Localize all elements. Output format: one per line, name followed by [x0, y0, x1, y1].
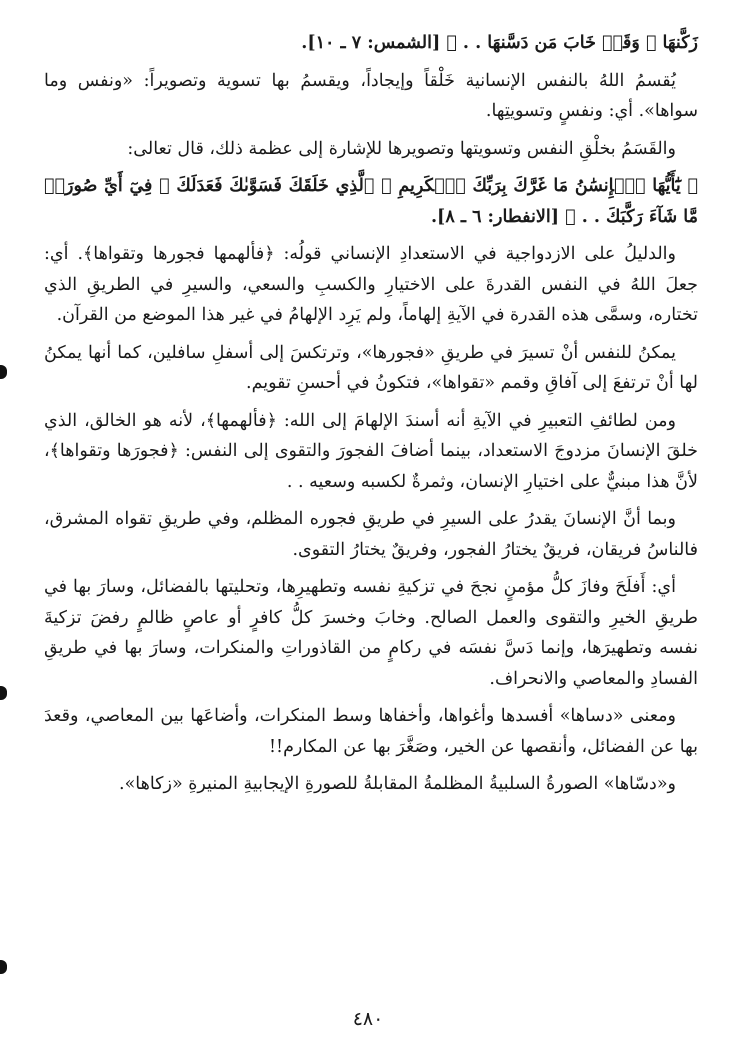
verse-continuation: زَكَّنهَا ﴾ وَقَدۡ خَابَ مَن دَسَّنهَا . . ﴾ [الشمس: ٧ ـ ١٠].	[301, 33, 698, 53]
paragraph: ومعنى «دساها» أفسدها وأغواها، وأخفاها وسط المنكرات، وأضاعَها بين المعاصي، وقعدَ بها عن الفضائل، وأنقصها عن الخير، وصَغَّرَ بها عن المكارم!!	[44, 706, 698, 757]
scan-edge-mark	[0, 960, 7, 974]
page-number: ٤٨٠	[352, 1008, 384, 1030]
scan-edge-mark	[0, 365, 7, 379]
paragraph: يمكنُ للنفس أنْ تسيرَ في طريقِ «فجورها»، وترتكسَ إلى أسفلِ سافلين، كما أنها يمكنُ لها أنْ ترتفعَ إلى آفاقِ وقمم «تقواها»، فتكونُ في أحسنِ تقويم.	[44, 342, 698, 393]
paragraph: والدليلُ على الازدواجية في الاستعدادِ الإنساني قولُه: ﴿فألهمها فجورها وتقواها﴾. أي: جعلَ اللهُ في النفس القدرةَ على الاختيارِ والكسبِ والسعي، والسيرِ في الطريقِ الذي تختاره، وسمَّى هذه القدرة في الآيةِ إلهاماً، ولم يَرِد الإلهامُ في غير هذا الموضع من القرآن.	[44, 244, 698, 325]
paragraph: وبما أنَّ الإنسانَ يقدرُ على السيرِ في طريقِ فجوره المظلم، وفي طريقِ تقواه المشرق، فالناسُ فريقان، فريقٌ يختارُ الفجور، وفريقٌ يختارُ التقوى.	[44, 509, 698, 560]
paragraph: والقَسَمُ بخلْقِ النفس وتسويتها وتصويرها للإشارة إلى عظمة ذلك، قال تعالى:	[127, 138, 676, 159]
paragraph: ومن لطائفِ التعبيرِ في الآيةِ أنه أسندَ الإلهامَ إلى الله: ﴿فألهمها﴾، لأنه هو الخالق، الذي خلقَ الإنسانَ مزدوجَ الاستعداد، بينما أضافَ الفجورَ والتقوى إلى النفس: ﴿فجورَها وتقواها﴾، لأنَّ هذا مبنيٌّ على اختيارِ الإنسان، وثمرةٌ لكسبه وسعيه . .	[44, 410, 698, 492]
paragraph: و«دسّاها» الصورةُ السلبيةُ المظلمةُ المقابلةُ للصورةِ الإيجابيةِ المنيرةِ «زكاها».	[119, 774, 676, 794]
verse-quote: ﴿ يَٰٓأَيُّهَا ٱلۡإِنسَٰنُ مَا غَرَّكَ بِرَبِّكَ ٱلۡكَرِيمِ ۞ ٱلَّذِي خَلَقَكَ فَسَوَّىٰكَ فَعَدَلَكَ ۞ فِيٓ أَيِّ صُورَةٖ مَّا شَآءَ رَكَّبَكَ . . ﴾ [الانفطار: ٦ ـ ٨].	[44, 176, 698, 227]
page-body	[44, 28, 698, 807]
paragraph: يُقسمُ اللهُ بالنفس الإنسانية خَلْقاً وإيجاداً، ويقسمُ بها تسوية وتصويراً: «ونفس وما سواها». أي: ونفسٍ وتسويتِها.	[44, 70, 698, 121]
scan-edge-mark	[0, 686, 7, 700]
paragraph: أي: أَفلَحَ وفازَ كلُّ مؤمنٍ نجحَ في تزكيةِ نفسه وتطهيرِها، وتحليتها بالفضائل، وسارَ بها في طريقِ الخيرِ والتقوى والعمل الصالح. وخابَ وخسرَ كلُّ كافرٍ أو عاصٍ ظالمٍ رفضَ تزكيةَ نفسه وتطهيرَها، وإنما دَسَّ نفسَه في ركامٍ من القاذوراتِ والمنكرات، وسارَ بها في طريقِ الفسادِ والمعاصي والانحراف.	[44, 577, 698, 689]
